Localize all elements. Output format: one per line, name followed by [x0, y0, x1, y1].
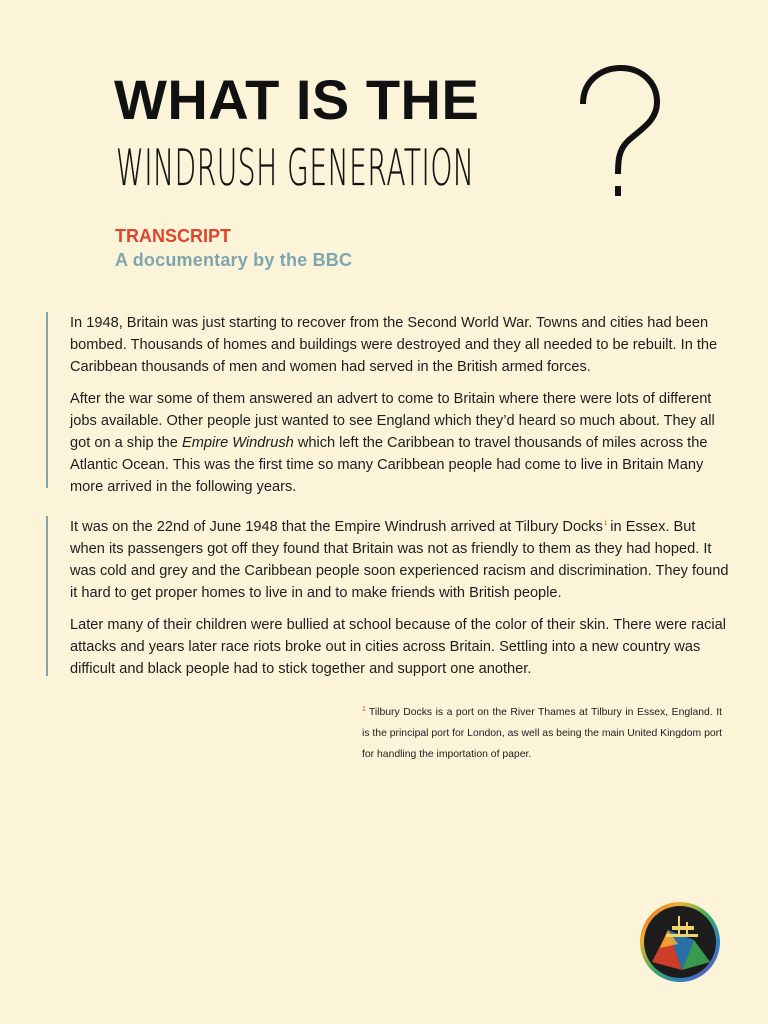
documentary-subtitle: A documentary by the BBC — [115, 250, 353, 270]
section-divider-bar — [46, 312, 48, 488]
section-divider-bar — [46, 516, 48, 676]
paragraph: In 1948, Britain was just starting to recover from the Second World War. Towns and cities had been bombed. Thousands of homes and buildings were destroyed and they all needed to be rebuilt. In the Caribbean thousands of men and women had served in the British armed forces. — [70, 315, 718, 375]
footnote-marker: 1 — [362, 705, 366, 713]
paragraph: It was on the 22nd of June 1948 that the Empire Windrush arrived at Tilbury Docks$^1$ in Essex. But when its passengers got off they found that Britain was not as friendly to them as they had hoped. It was cold and grey and the Caribbean people soon experienced racism and discrimination. They found it hard to get proper homes to live in and to make friends with British people. — [70, 519, 729, 601]
text-section-2 — [46, 516, 736, 676]
footnote-reference: 1 — [603, 521, 608, 528]
title-line-1: WHAT IS THE — [114, 68, 480, 131]
footnote-text: Tilbury Docks is a port on the River Thames at Tilbury in Essex, England. It is the principal port for London, as well as being the main United Kingdom port for handling the importation of paper. — [362, 707, 722, 760]
ship-name: Empire Windrush — [181, 435, 294, 451]
question-mark-icon — [575, 64, 665, 204]
footnote — [362, 702, 722, 765]
transcript-label: TRANSCRIPT — [115, 226, 231, 246]
ship-logo-icon — [638, 900, 722, 984]
title-line-2: WINDRUSH GENERATION — [116, 139, 475, 197]
text-section-1 — [46, 312, 736, 495]
paragraph: Later many of their children were bullied at school because of the color of their skin. There were racial attacks and years later race riots broke out in cities across Britain. Settling into a new country was difficult and black people had to stick together and support one another. — [70, 617, 726, 677]
paragraph: After the war some of them answered an advert to come to Britain where there were lots of different jobs available. Other people just wanted to see England which they’d heard so much about. They all got on a ship the Empire Windrush which left the Caribbean to travel thousands of miles across the Atlantic Ocean. This was the first time so many Caribbean people had come to live in Britain Many more arrived in the following years. — [70, 391, 715, 495]
